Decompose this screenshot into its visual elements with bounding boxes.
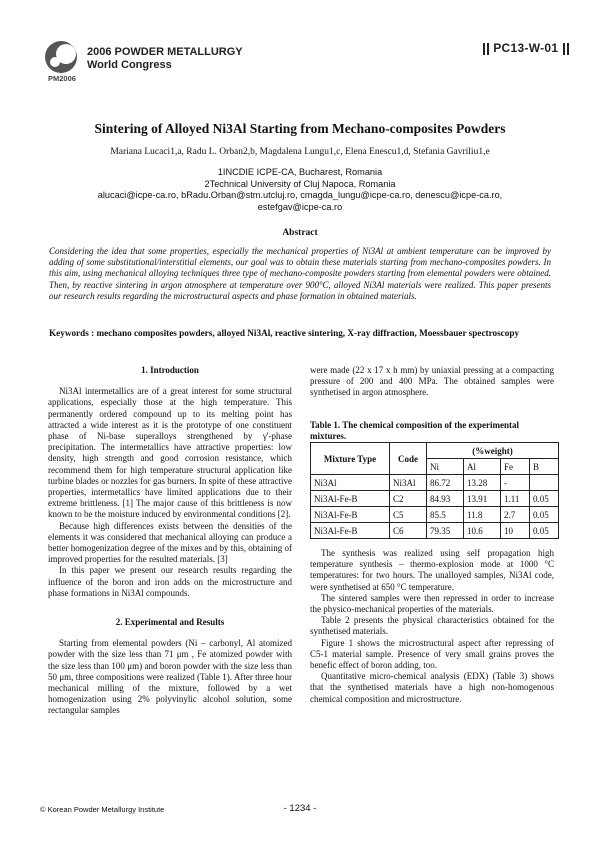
conference-name xyxy=(87,46,243,72)
right-paragraph-top: were made (22 x 17 x h mm) by uniaxial pressing at a compacting pressure of 200 and 400 MPa. The obtained samples were synthetised in argon atmosphere. xyxy=(310,365,554,398)
experimental-heading: 2. Experimental and Results xyxy=(115,617,225,628)
affiliations xyxy=(0,167,600,213)
logo-text: PM2006 xyxy=(48,74,76,83)
affiliation-2: 2Technical University of Cluj Napoca, Romania xyxy=(204,178,396,189)
experimental-paragraph-1: Starting from elemental powders (Ni – carbonyl, Al atomized powder with the size less than 71 μm , Fe atomized powder with the size less than 100 μm) and boron powder with the size less than 50 μm, three compositions were realized (Table 1). After three hour mechanical milling of the mixture, followed by a wet homogenization using 2% polyvinylic alcohol solution, some rectangular samples xyxy=(48,638,292,716)
author-emails: alucaci@icpe-ca.ro, bRadu.Orban@stm.utcluj.ro, cmagda_lungu@icpe-ca.ro, denescu@icpe-ca.ro, xyxy=(97,190,503,200)
table-cell: 0.05 xyxy=(530,523,559,539)
intro-paragraph-2: Because high differences exists between the densities of the elements it was considered that mechanical alloying can produce a better homogenization degree of the mixes and by this, obtaining of improved properties for the resulted materials. [3] xyxy=(48,520,292,565)
table-header-code: Code xyxy=(390,443,427,475)
table-row xyxy=(311,475,559,491)
table-cell: 10.6 xyxy=(464,523,501,539)
table-cell: C6 xyxy=(390,523,427,539)
right-column-bottom xyxy=(310,548,554,705)
right-paragraph-1: The synthesis was realized using self propagation high temperature synthesis – thermo-explosion mode at 1000 °C temperatures: for two hours. The unalloyed samples, Ni3Al code, were synthetised at 650 °C temperature. xyxy=(310,548,554,592)
conference-line-2: World Congress xyxy=(87,59,172,71)
table-cell: Ni3Al xyxy=(390,475,427,491)
conference-line-1: 2006 POWDER METALLURGY xyxy=(87,46,243,58)
affiliation-1: 1INCDIE ICPE-CA, Bucharest, Romania xyxy=(217,167,383,177)
left-column xyxy=(48,365,292,717)
table-subheader-al: Al xyxy=(464,459,501,475)
intro-paragraph-1: Ni3Al intermetallics are of a great interest for some structural applications, especially those at the high temperature. This permanently ordered compound up to its melting point has attracted a wide interest as it is the prototype of one constituent phase of Ni-base superalloys strengthened by γ'-phase precipitation. The intermetallics have attractive properties: low density, high strength and good corrosion resistance, which recommend them for high temperature structural application like turbine blades or nozzles for gas burners. In spite of these attractive properties, intermetallics have limited applications due to their extreme brittleness. [1] The major cause of this brittleness is now known to be the moisture induced by environmental conditions [2]. xyxy=(48,386,292,520)
table-subheader-fe: Fe xyxy=(501,459,530,475)
right-column-top xyxy=(310,365,554,399)
table-header-row xyxy=(311,443,559,459)
table-cell: 86.72 xyxy=(427,475,464,491)
author-emails-2: estefgav@icpe-ca.ro xyxy=(257,201,343,212)
table-cell: 79.35 xyxy=(427,523,464,539)
introduction-heading: 1. Introduction xyxy=(141,365,199,375)
pm2006-logo-icon xyxy=(44,40,78,74)
table-cell: 2.7 xyxy=(501,507,530,523)
table-row xyxy=(311,491,559,507)
table-cell: 13.91 xyxy=(464,491,501,507)
table-header-mixture: Mixture Type xyxy=(311,443,390,475)
table-cell: 0.05 xyxy=(530,491,559,507)
table-cell xyxy=(530,475,559,491)
right-paragraph-3: Table 2 presents the physical characteristics obtained for the synthetised materials. xyxy=(310,615,554,637)
table-row xyxy=(311,507,559,523)
right-paragraph-2: The sintered samples were then repressed in order to increase the physico-mechanical properties of the materials. xyxy=(310,592,554,615)
table-cell: 1.11 xyxy=(501,491,530,507)
right-paragraph-4: Figure 1 shows the microstructural aspect after repressing of C5-1 material sample. Presence of very small grains proves the benefic effect of boron adding, too. xyxy=(310,637,554,671)
table-cell: 10 xyxy=(501,523,530,539)
table-1-caption: Table 1. The chemical composition of the experimental mixtures. xyxy=(310,420,519,441)
table-cell: 85.5 xyxy=(427,507,464,523)
table-cell: 11.8 xyxy=(464,507,501,523)
table-cell: C5 xyxy=(390,507,427,523)
table-subheader-b: B xyxy=(530,459,559,475)
chemical-composition-table xyxy=(310,442,559,539)
table-cell: 0.05 xyxy=(530,507,559,523)
paper-code: PC13-W-01 xyxy=(482,41,570,55)
intro-paragraph-3: In this paper we present our research results regarding the influence of the boron and iron adds on the microstructure and phase formations in Ni3Al compounds. xyxy=(48,565,292,598)
table-row xyxy=(311,523,559,539)
abstract-text: Considering the idea that some properties, especially the mechanical properties of Ni3Al at ambient temperature can be improved by adding of some substitutional/interstitial elements, our goal was to obtain these materials starting from mechano-composites powders. In this aim, using mechanical alloying techniques three type of mechano-composite powders starting from elemental powders were obtained. Then, by reactive sintering in argon atmosphere at temperature over 900°C, alloyed Ni3Al materials were realized. This paper presents our research results regarding the microstructural aspects and phase formation in obtained materials. xyxy=(49,246,551,301)
table-cell: C2 xyxy=(390,491,427,507)
table-cell: 13.28 xyxy=(464,475,501,491)
table-cell: Ni3Al-Fe-B xyxy=(311,523,390,539)
right-paragraph-5: Quantitative micro-chemical analysis (EDX) (Table 3) shows that the synthetised materials have a high non-homogenous chemical composition and microstructure. xyxy=(310,671,554,704)
table-cell: Ni3Al xyxy=(311,475,390,491)
abstract-heading: Abstract xyxy=(282,228,318,238)
table-subheader-ni: Ni xyxy=(427,459,464,475)
author-list: Mariana Lucaci1,a, Radu L. Orban2,b, Magdalena Lungu1,c, Elena Enescu1,d, Stefania Gavriliu1,e xyxy=(110,147,490,157)
copyright: © Korean Powder Metallurgy Institute xyxy=(40,805,165,814)
paper-title: Sintering of Alloyed Ni3Al Starting from Mechano-composites Powders xyxy=(94,121,506,136)
table-cell: 84.93 xyxy=(427,491,464,507)
table-cell: Ni3Al-Fe-B xyxy=(311,507,390,523)
page-number: - 1234 - xyxy=(283,803,317,814)
table-header-weight: (%weight) xyxy=(427,443,559,459)
keywords: Keywords : mechano composites powders, alloyed Ni3Al, reactive sintering, X-ray diffraction, Moessbauer spectroscopy xyxy=(49,328,520,338)
table-cell: Ni3Al-Fe-B xyxy=(311,491,390,507)
table-cell: - xyxy=(501,475,530,491)
